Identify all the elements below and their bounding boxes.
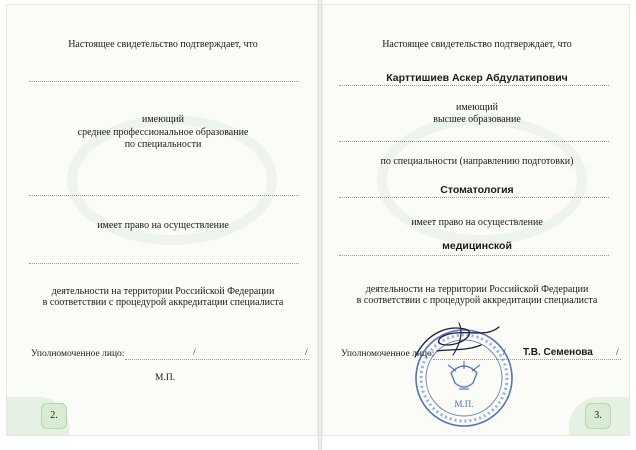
- signature-slash-1: /: [503, 348, 506, 358]
- specialty-line: [339, 197, 609, 198]
- authorized-person-label: Уполномоченное лицо:: [341, 349, 435, 359]
- education-line: [339, 141, 609, 142]
- activity-line-1: деятельности на территории Российской Федерации: [51, 286, 275, 297]
- handwritten-signature: [407, 315, 507, 365]
- name-line: [29, 81, 299, 82]
- certificate-right-page: [322, 4, 630, 436]
- name-line: [339, 85, 609, 86]
- intro-text: Настоящее свидетельство подтверждает, что: [68, 39, 258, 50]
- page-number: 3.: [585, 403, 611, 429]
- holder-name: Карттишиев Аскер Абдулатипович: [386, 72, 568, 84]
- specialty-label: по специальности (направлению подготовки): [380, 156, 574, 167]
- specialty-line: [29, 195, 299, 196]
- seal-text: М.П.: [454, 399, 474, 409]
- signatory-name: Т.В. Семенова: [523, 347, 593, 358]
- authorized-person-label: Уполномоченное лицо:: [31, 349, 125, 359]
- stamp-place-label: М.П.: [155, 373, 176, 383]
- education-text: высшее образование: [433, 114, 521, 125]
- right-to-text: имеет право на осуществление: [97, 220, 229, 231]
- education-text: среднее профессиональное образование: [77, 127, 249, 138]
- activity-line-2: в соответствии с процедурой аккредитации специалиста: [356, 295, 598, 306]
- signature-slash-2: /: [616, 348, 619, 358]
- activity-type-line: [339, 255, 609, 256]
- specialty-label: по специальности: [124, 139, 202, 150]
- specialty-value: Стоматология: [440, 184, 514, 196]
- certificate-left-page: [6, 4, 318, 436]
- intro-text: Настоящее свидетельство подтверждает, что: [382, 39, 572, 50]
- having-label: имеющий: [456, 102, 498, 113]
- activity-type-line: [29, 263, 299, 264]
- activity-type-value: медицинской: [442, 240, 512, 252]
- activity-line-2: в соответствии с процедурой аккредитации специалиста: [42, 297, 284, 308]
- signature-slash-1: /: [193, 348, 196, 358]
- having-label: имеющий: [142, 114, 184, 125]
- signature-line: [125, 359, 309, 360]
- activity-line-1: деятельности на территории Российской Федерации: [365, 284, 589, 295]
- signature-slash-2: /: [305, 348, 308, 358]
- page-number: 2.: [41, 403, 67, 429]
- right-to-text: имеет право на осуществление: [411, 217, 543, 228]
